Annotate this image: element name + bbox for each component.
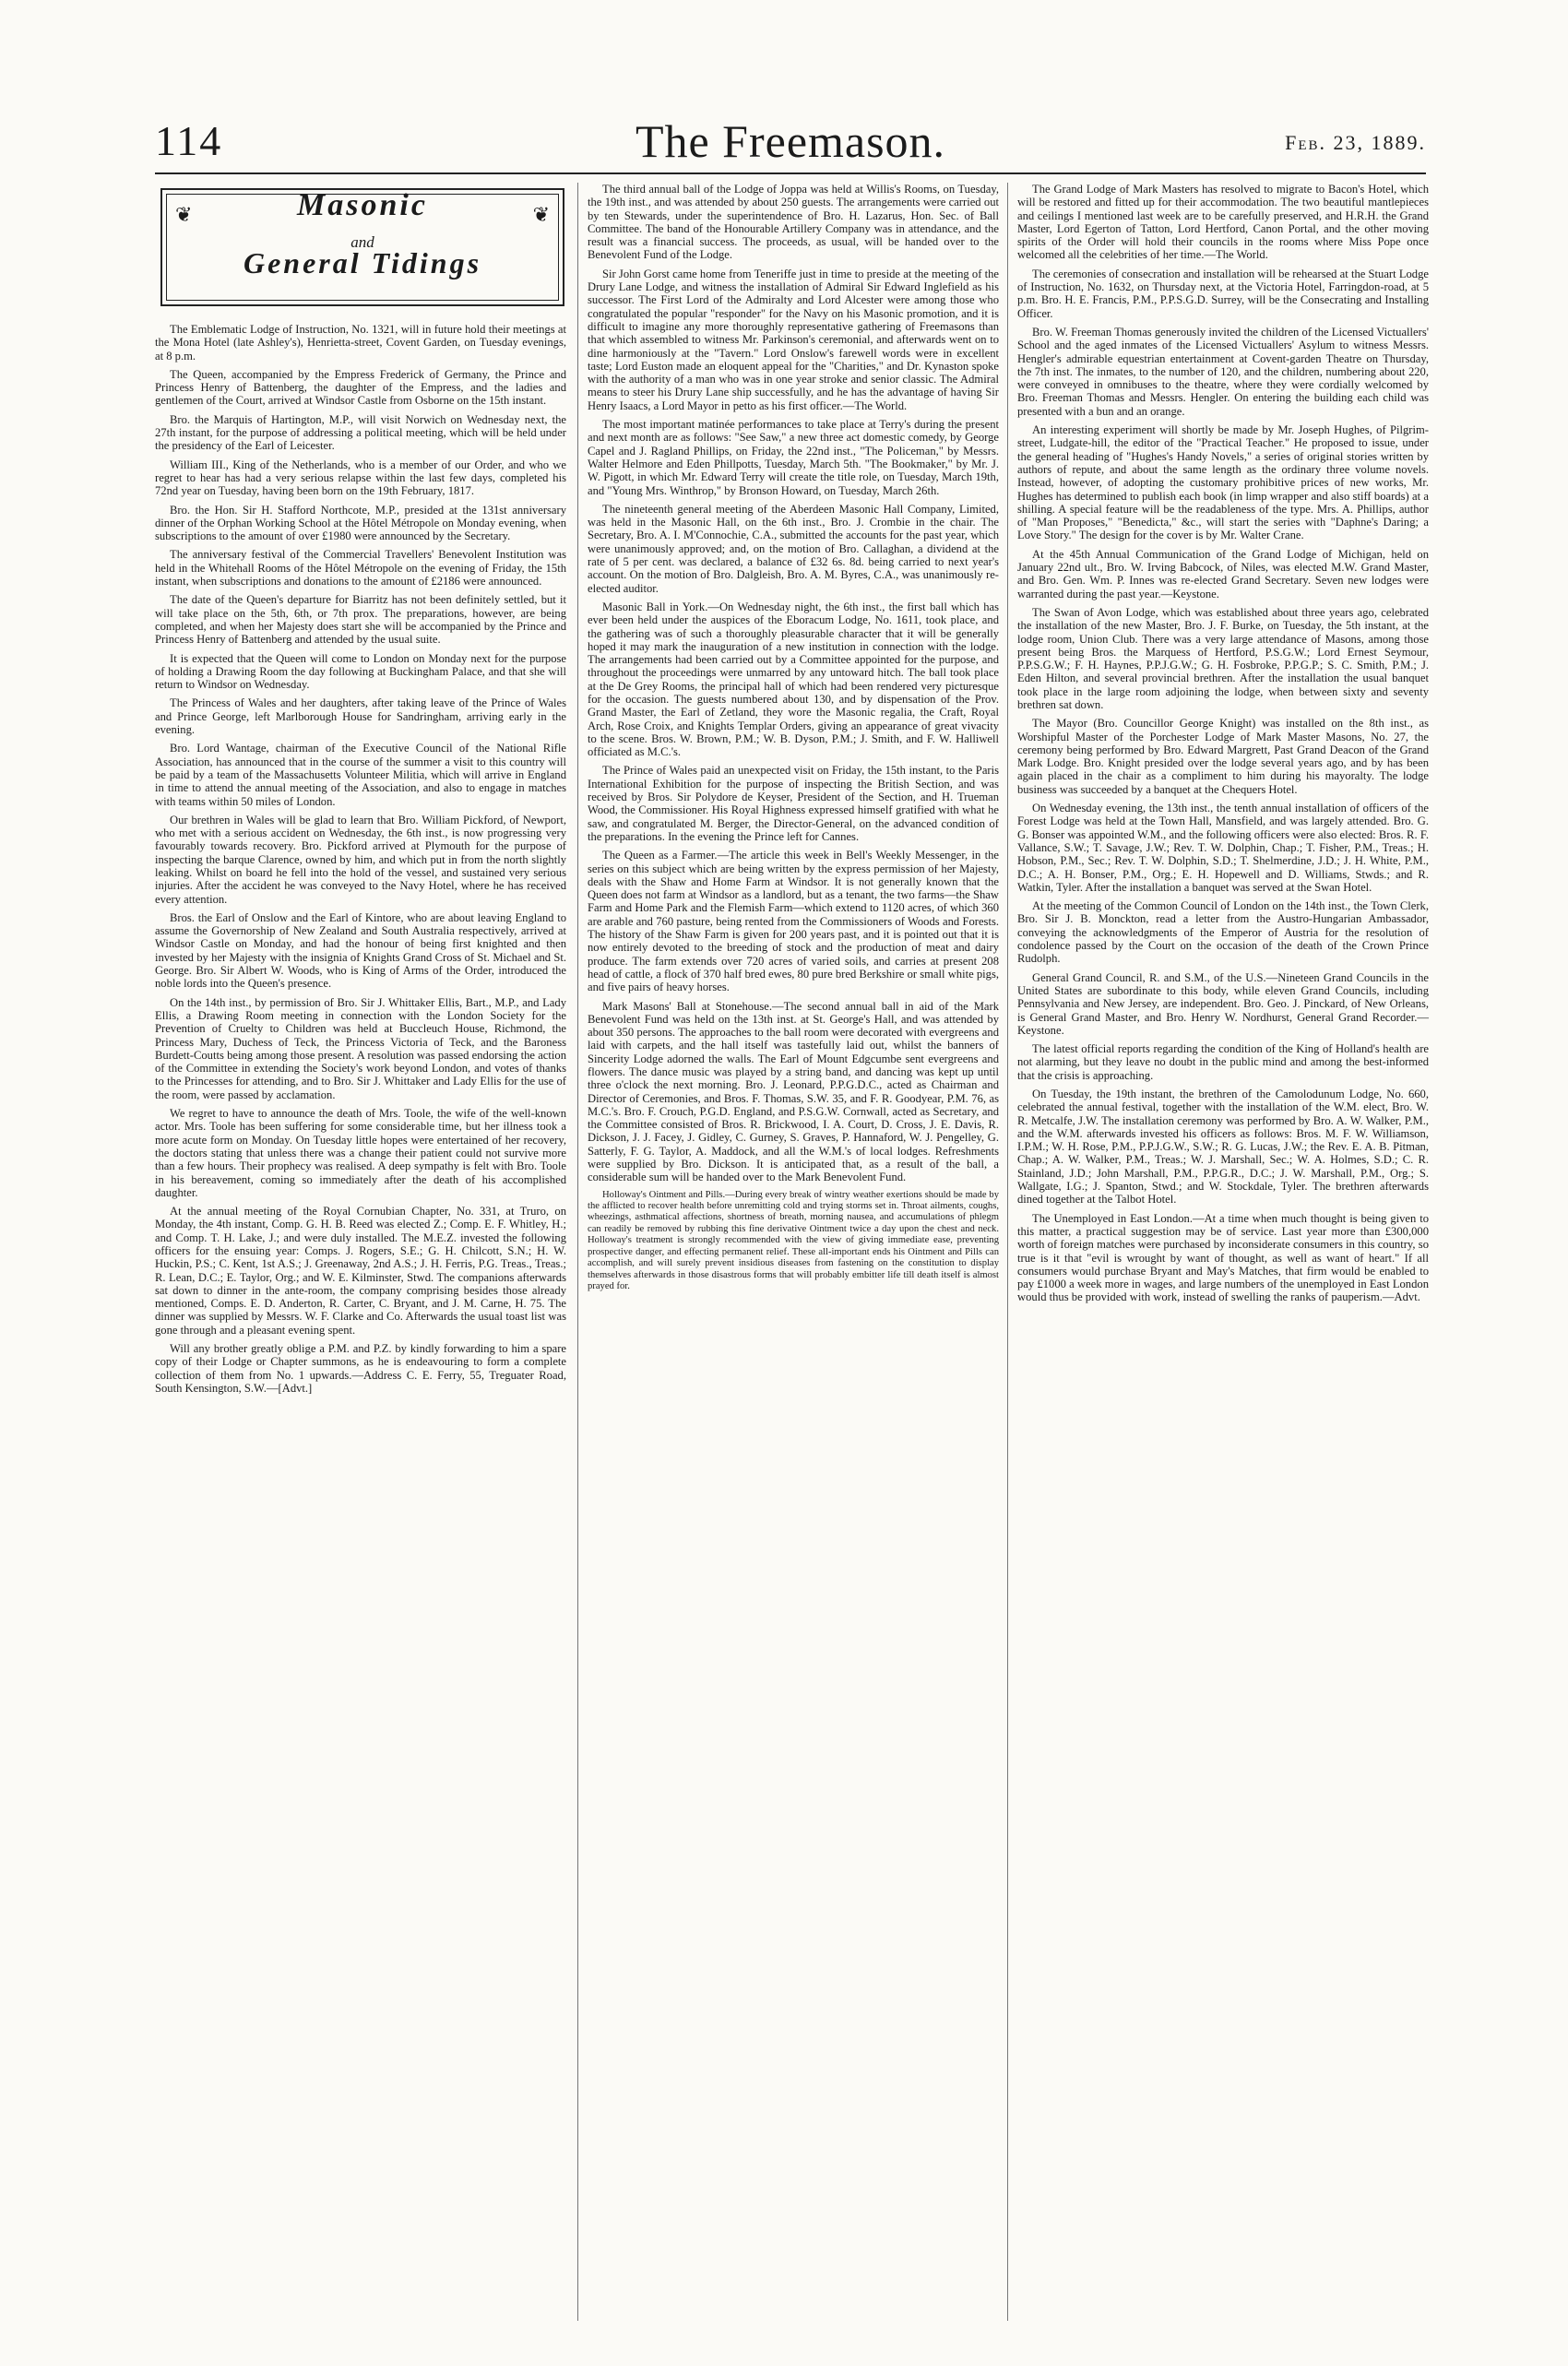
article-paragraph: Bros. the Earl of Onslow and the Earl of Kintore, who are about leaving England to assume the Governorship of New Zealand and South Australia respectively, arrived at Windsor Castle on Monday, and had the honour of being first knighted and then invested by her Majesty with the insignia of Knights Grand Cross of St. Michael and St. George. Bro. Sir Albert W. Woods, who is King of Arms of the Order, introduced the noble lords into the Queen's presence.: [155, 910, 566, 991]
article-paragraph: The Emblematic Lodge of Instruction, No. 1321, will in future hold their meetings at the Mona Hotel (late Ashley's), Henrietta-street, Covent Garden, on Tuesday evenings, at 8 p.m.: [155, 323, 566, 363]
article-paragraph: The Prince of Wales paid an unexpected visit on Friday, the 15th instant, to the Paris International Exhibition for the purpose of inspecting the British Section, and was received by Bros. Sir Polydore de Keyser, President of the Section, and H. Trueman Wood, the Commissioner. His Royal Highness expressed himself gratified with what he saw, and congratulated M. Berger, the Director-General, on the advanced condition of the preparations. In the evening the Prince left for Cannes.: [588, 764, 999, 843]
column-divider: [1007, 183, 1008, 2321]
article-paragraph: The third annual ball of the Lodge of Joppa was held at Willis's Rooms, on Tuesday, the 19th inst., and was attended by about 250 guests. The arrangements were carried out by ten Stewards, under the superintendence of Bro. H. Lazarus, Hon. Sec. of Ball Committee. The band of the Honourable Artillery Company was in attendance, and the result was a financial success. The proceeds, as usual, will be handed over to the Benevolent Fund of the Lodge.: [588, 183, 999, 262]
article-paragraph: It is expected that the Queen will come to London on Monday next for the purpose of holding a Drawing Room the day following at Buckingham Palace, and that she will return to Windsor on Wednesday.: [155, 651, 566, 692]
article-paragraph: The date of the Queen's departure for Biarritz has not been definitely settled, but it will take place on the 5th, 6th, or 7th prox. The preparations, however, are being completed, and when her Majesty does start she will be accompanied by the Prince and Princess Henry of Battenberg and attended by the usual suite.: [155, 593, 566, 647]
ornament-icon: ❦: [532, 203, 550, 226]
header-rule: [155, 172, 1426, 174]
column-3: [1017, 183, 1429, 1310]
article-paragraph: The Queen, accompanied by the Empress Frederick of Germany, the Prince and Princess Henry of Battenberg, the daughter of the Empress, and the ladies and gentlemen of the Court, arrived at Windsor Castle from Osborne on the 15th instant.: [155, 367, 566, 408]
article-paragraph: Bro. the Marquis of Hartington, M.P., will visit Norwich on Wednesday next, the 27th instant, for the purpose of addressing a political meeting, which will be held under the presidency of the Earl of Leicester.: [155, 412, 566, 453]
page-number: 114: [155, 117, 223, 164]
column-2: [588, 183, 999, 1298]
article-paragraph: Our brethren in Wales will be glad to learn that Bro. William Pickford, of Newport, who met with a serious accident on Wednesday, the 6th inst., is now progressing very favourably towards recovery. Bro. Pickford arrived at Plymouth for the purpose of inspecting the barque Clarence, owned by him, and which put in from the north slightly leaking. Whilst on board he fell into the hold of the vessel, and sustained very serious injuries. After the accident he was conveyed to the Navy Hotel, where he has received every attention.: [155, 813, 566, 906]
article-paragraph: The Mayor (Bro. Councillor George Knight) was installed on the 8th inst., as Worshipful Master of the Porchester Lodge of Mark Master Masons, No. 27, the ceremony being performed by Bro. Edward Margrett, Past Grand Deacon of the Grand Mark Lodge. Bro. Knight presided over the lodge several years ago, and by has been again placed in the chair as a compliment to him during his mayoralty. The lodge business was succeeded by a banquet at the Chequers Hotel.: [1017, 717, 1429, 796]
article-paragraph: An interesting experiment will shortly be made by Mr. Joseph Hughes, of Pilgrim-street, Ludgate-hill, the editor of the "Practical Teacher." He proposed to issue, under the general heading of "Hughes's Handy Novels," a series of original stories written by authors of repute, and about the same length as the ordinary three volume novels. Instead, however, of adopting the customary prohibitive prices of new works, Mr. Hughes has determined to publish each book (in limp wrapper and also stiff boards) at a shilling. A special feature will be the readableness of the type. Mrs. A. Phillips, author of "Man Proposes," "Benedicta," &c., will start the series with "Daphne's Daring; a Love Story." The design for the cover is by Mr. Walter Crane.: [1017, 423, 1429, 542]
article-paragraph: On Wednesday evening, the 13th inst., the tenth annual installation of officers of the Forest Lodge was held at the Town Hall, Mansfield, and was largely attended. Bro. G. G. Bonser was appointed W.M., and the following officers were also elected: Bros. R. F. Vallance, S.W.; T. Savage, J.W.; Rev. T. W. Dolphin, Chap.; T. Fisher, P.M., Treas.; H. Hobson, P.M., Sec.; Rev. T. W. Dolphin, S.D.; T. Shelmerdine, J.D.; J. H. White, P.M., D.C.; A. H. Bonser, P.M., Org.; E. H. Hopewell and D. Williams, Stwds.; and R. Watkin, Tyler. After the installation a banquet was served at the Swan Hotel.: [1017, 802, 1429, 894]
article-paragraph: On the 14th inst., by permission of Bro. Sir J. Whittaker Ellis, Bart., M.P., and Lady Ellis, a Drawing Room meeting in connection with the London Society for the Prevention of Cruelty to Children was held at Buccleuch House, Richmond, the Princess Mary, Duchess of Teck, the Princess Victoria of Teck, and the Baroness Burdett-Coutts being among those present. A resolution was passed endorsing the action of the Committee in extending the Society's work beyond London, and votes of thanks to the Princesses for attending, and to Bro. Sir J. Whittaker and Lady Ellis for the use of the room, were passed by acclamation.: [155, 995, 566, 1101]
article-paragraph: The Unemployed in East London.—At a time when much thought is being given to this matter, a practical suggestion may be of service. Last year more than £300,000 worth of foreign matches were purchased by inconsiderate consumers in this country, so true is it that "evil is wrought by want of thought, as well as want of heart." If all consumers would purchase Bryant and May's Matches, that firm would be enabled to pay £1000 a week more in wages, and large numbers of the unemployed in East London would thus be provided with work, instead of swelling the ranks of pauperism.—Advt.: [1017, 1211, 1429, 1304]
ornament-icon: ❦: [175, 203, 193, 226]
article-paragraph: At the annual meeting of the Royal Cornubian Chapter, No. 331, at Truro, on Monday, the 4th instant, Comp. G. H. B. Reed was elected Z.; Comp. E. F. Whitley, H.; and Comp. T. H. Lake, J.; and were duly installed. The M.E.Z. invested the following officers for the ensuing year: Comps. J. Rogers, S.E.; G. H. Chilcott, S.N.; H. W. Huckin, P.S.; C. Kent, 1st A.S.; J. Greenaway, 2nd A.S.; J. H. Ferris, P.G. Treas., Treas.; R. Lean, D.C.; E. Taylor, Org.; and W. E. Kilminster, Stwd. The companions afterwards sat down to dinner in the ante-room, the company comprising besides those already mentioned, Comps. E. D. Anderton, R. Carter, C. Bryant, and J. M. Carne, H. 75. The dinner was supplied by Messrs. W. F. Clarke and Co. Afterwards the usual toast list was gone through and a pleasant evening spent.: [155, 1205, 566, 1337]
article-paragraph: The Princess of Wales and her daughters, after taking leave of the Prince of Wales and Prince George, left Marlborough House for Sandringham, arriving early in the evening.: [155, 696, 566, 737]
article-paragraph: Holloway's Ointment and Pills.—During every break of wintry weather exertions should be made by the afflicted to recover health before unremitting cold and trying storms set in. Throat ailments, coughs, wheezings, asthmatical affections, shortness of breath, morning nausea, and accumulations of phlegm can readily be removed by rubbing this fine derivative Ointment twice a day upon the chest and neck. Holloway's treatment is strongly recommended with the view of giving immediate ease, preventing prospective danger, and effecting permanent relief. These all-important ends his Ointment and Pills can accomplish, and will surely prevent insidious diseases from fastening on the constitution to display themselves afterwards in those disastrous forms that will probably embitter life till death itself is almost prayed for.: [588, 1189, 999, 1291]
article-paragraph: The Swan of Avon Lodge, which was established about three years ago, celebrated the installation of the new Master, Bro. J. F. Burke, on Tuesday, the 5th instant, at the lodge room, Union Club. There was a very large attendance of Masons, among those present being Bros. the Marquess of Hertford, P.S.G.W.; Lord Ernest Seymour, P.P.S.G.W.; F. H. Haynes, P.P.J.G.W.; G. H. Fosbroke, P.P.G.P.; S. C. Smith, P.M.; J. Eden Hilton, and several provincial brethren. After the installation the usual banquet took place in the large room adjoining the lodge, when between sixty and seventy brethren sat down.: [1017, 605, 1429, 711]
issue-date: Feb. 23, 1889.: [1285, 131, 1426, 154]
page-header: [155, 114, 1426, 168]
article-paragraph: Sir John Gorst came home from Teneriffe just in time to preside at the meeting of the Drury Lane Lodge, and witness the installation of Admiral Sir Edward Inglefield as his successor. The First Lord of the Admiralty and Lord Alcester were among those who congratulated the popular "responder" for the Navy on his Masonic promotion, and it is difficult to imagine any more thoroughly representative gathering of Freemasons than that which assembled to witness Mr. Parkinson's ceremonial, and afterwards went on to dine harmoniously at the "Tavern." Lord Onslow's farewell words were in excellent taste; Lord Euston made an eloquent appeal for the "Charities," and Dr. Kynaston spoke with the authority of a man who was in one year stroke and senior classic. The Admiral means to steer his Drury Lane ship successfully, and he has the advantage of having Sir Henry Isaacs, a Lord Mayor in petto as his first officer.—The World.: [588, 267, 999, 412]
masthead-line-3: General Tidings: [243, 246, 482, 279]
article-paragraph: Masonic Ball in York.—On Wednesday night, the 6th inst., the first ball which has ever been held under the auspices of the Eboracum Lodge, No. 1611, took place, and the gathering was of such a thoroughly pleasurable character that it will be generally hoped it may mark the inauguration of a new institution in connection with the lodge. The arrangements had been carried out by a Committee appointed for the purpose, and throughout the proceedings were unmarred by any untoward hitch. The ball took place at the De Grey Rooms, the principal hall of which had been rendered very picturesque for the occasion. The guests numbered about 130, and by dispensation of the Prov. Grand Master, the Earl of Zetland, they wore the Masonic regalia, the Craft, Royal Arch, Rose Croix, and Knights Templar Orders, giving an appearance of great vivacity to the scene. Bros. W. Brown, P.M.; W. B. Dyson, P.M.; J. Smith, and F. W. Halliwell officiated as M.C.'s.: [588, 600, 999, 759]
section-masthead: [160, 188, 564, 306]
article-paragraph: Bro. Lord Wantage, chairman of the Executive Council of the National Rifle Association, has announced that in the course of the summer a visit to this country will be paid by a team of the Massachusetts Volunteer Militia, which will arrive in England in time to attend the annual meeting of the Association, and also to engage in matches with teams within 50 miles of London.: [155, 742, 566, 808]
article-paragraph: General Grand Council, R. and S.M., of the U.S.—Nineteen Grand Councils in the United States are subordinate to this body, while eleven Grand Councils, including Pennsylvania and New Jersey, are independent. Bro. Geo. J. Pinckard, of New Orleans, is General Grand Master, and Bro. Henry W. Nordhurst, General Grand Recorder.—Keystone.: [1017, 970, 1429, 1037]
article-paragraph: Bro. W. Freeman Thomas generously invited the children of the Licensed Victuallers' School and the aged inmates of the Licensed Victuallers' Asylum to witness Messrs. Hengler's admirable equestrian entertainment at Covent-garden Theatre on Thursday, the 7th inst. The inmates, to the number of 120, and the children, numbering about 220, were conveyed in omnibuses to the theatre, where they were cordially welcomed by Bro. Freeman Thomas and Messrs. Hengler. On entering the building each child was presented with a bun and an orange.: [1017, 325, 1429, 418]
article-paragraph: The most important matinée performances to take place at Terry's during the present and next month are as follows: "See Saw," a new three act domestic comedy, by George Capel and J. Ragland Phillips, on Friday, the 22nd inst., "The Policeman," by Messrs. Walter Helmore and Eden Phillpotts, Tuesday, March 5th. "The Bookmaker," by Mr. J. W. Pigott, in which Mr. Edward Terry will create the title role, on Tuesday, March 19th, and "Young Mrs. Winthrop," by Bronson Howard, on Tuesday, March 26th.: [588, 418, 999, 497]
article-paragraph: At the 45th Annual Communication of the Grand Lodge of Michigan, held on January 22nd ult., Bro. W. Irving Babcock, of Niles, was elected M.W. Grand Master, and Bro. Gen. Wm. P. Innes was re-elected Grand Secretary. Seven new lodges were warranted during the past year.—Keystone.: [1017, 547, 1429, 600]
column-1: [155, 183, 566, 1400]
article-paragraph: William III., King of the Netherlands, who is a member of our Order, and who we regret to hear has had a very serious relapse within the last few days, completed his 72nd year on Tuesday, having been born on the 19th February, 1817.: [155, 458, 566, 498]
article-paragraph: On Tuesday, the 19th instant, the brethren of the Camolodunum Lodge, No. 660, celebrated the annual festival, together with the installation of the W.M. elect, Bro. W. R. Metcalfe, J.W. The installation ceremony was performed by Bro. A. W. Walker, P.M., and the W.M. afterwards invested his officers as follows: Bros. M. F. W. Williamson, I.P.M.; W. H. Rose, P.M., P.P.J.G.W., S.W.; R. G. Lucas, J.W.; the Rev. E. A. B. Pitman, Chap.; A. W. Walker, P.M., Treas.; W. J. Marshall, Sec.; W. A. Holmes, S.D.; C. R. Stainland, J.D.; John Marshall, P.M., P.P.G.R., D.C.; J. W. Marshall, P.M., Org.; S. Wallgate, I.G.; J. Spanton, Stwd.; and W. Stockdale, Tyler. The brethren afterwards dined together at the Talbot Hotel.: [1017, 1088, 1429, 1207]
article-paragraph: The Queen as a Farmer.—The article this week in Bell's Weekly Messenger, in the series on this subject which are being written by the express permission of her Majesty, deals with the Shaw and Home Farm at Windsor. It is not generally known that the Queen does not farm at Windsor as a landlord, but as a tenant, the two farms—the Shaw Farm and Home Park and the Flemish Farm—which extend to 1120 acres, of which 360 are arable and 760 pasture, being rented from the Commissioners of Woods and Forests. The history of the Shaw Farm is given for 200 years past, and it is pointed out that it is now entirely devoted to the breeding of stock and the production of meat and dairy produce. The farm extends over 720 acres of varied soils, and carries at present 208 head of cattle, a flock of 370 half bred ewes, 80 pure bred Berkshire or small white pigs, and five pairs of heavy horses.: [588, 849, 999, 994]
article-paragraph: Mark Masons' Ball at Stonehouse.—The second annual ball in aid of the Mark Benevolent Fund was held on the 13th inst. at St. George's Hall, and was attended by about 350 persons. The approaches to the ball room were decorated with evergreens and laid with carpets, and the hall itself was tastefully laid out, whilst the banners of Sincerity Lodge adorned the walls. The Earl of Mount Edgcumbe sent evergreens and flowers. The dance music was played by a string band, and dancing was kept up until three o'clock the next morning. Bro. J. Leonard, P.P.G.D.C., acted as Chairman and Director of Ceremonies, and Bros. F. Thomas, S.W. 35, and F. R. Goodyear, P.M. 76, as M.C.'s. Bro. F. Crouch, P.G.D. England, and P.S.G.W. Cornwall, acted as Secretary, and the Committee consisted of Bros. R. Brickwood, I. A. Court, D. Cross, J. E. Davis, R. Dickson, J. J. Facey, J. Gidley, C. Gurney, S. Graves, P. Hannaford, W. J. Pengelley, G. Satterly, F. G. Taylor, A. Maddock, and all the W.M.'s of local lodges. Refreshments were supplied by Bro. Dickson. It is anticipated that, as a result of the ball, a considerable sum will be handed over to the Mark Benevolent Fund.: [588, 999, 999, 1184]
article-paragraph: The anniversary festival of the Commercial Travellers' Benevolent Institution was held in the Whitehall Rooms of the Hôtel Métropole on the evening of Friday, the 15th instant, when subscriptions and donations to the amount of £2186 were announced.: [155, 548, 566, 589]
article-paragraph: The ceremonies of consecration and installation will be rehearsed at the Stuart Lodge of Instruction, No. 1632, on Thursday next, at the Victoria Hotel, Farringdon-road, at 5 p.m. Bro. H. E. Francis, P.M., P.P.S.G.D. Surrey, will be the Consecrating and Installing Officer.: [1017, 267, 1429, 320]
masthead-line-1: Masonic: [297, 188, 428, 222]
publication-title: The Freemason.: [635, 115, 946, 167]
article-paragraph: The latest official reports regarding the condition of the King of Holland's health are not alarming, but they leave no doubt in the public mind and among the best-informed that the crisis is approaching.: [1017, 1042, 1429, 1082]
column-divider: [577, 183, 578, 2321]
article-paragraph: The Grand Lodge of Mark Masters has resolved to migrate to Bacon's Hotel, which will be restored and fitted up for their accommodation. The two beautiful mantlepieces and ceilings I mentioned last week are to be carefully preserved, and H.R.H. the Grand Master, Lord Egerton of Tatton, Lord Hertford, Canon Portal, and the other moving spirits of the Order will hold their councils in the rooms where Miss Pope once welcomed all the celebrities of her time.—The World.: [1017, 183, 1429, 262]
article-paragraph: We regret to have to announce the death of Mrs. Toole, the wife of the well-known actor. Mrs. Toole has been suffering for some considerable time, but her illness took a more acute form on Monday. On Tuesday little hopes were entertained of her recovery, the doctors stating that unless there was a change their patient could not survive more than a few hours. Their prophecy was realised. A deep sympathy is felt with Bro. Toole in his bereavement, coming so immediately after the death of his accomplished daughter.: [155, 1107, 566, 1199]
masthead-line-2: and: [350, 233, 374, 251]
article-paragraph: The nineteenth general meeting of the Aberdeen Masonic Hall Company, Limited, was held in the Masonic Hall, on the 6th inst., Bro. J. Crombie in the chair. The Secretary, Bro. A. I. M'Connochie, C.A., submitted the accounts for the past year, which were unanimously approved; and, on the motion of Bro. Callaghan, a dividend at the rate of 5 per cent. was declared, a balance of £32 6s. 8d. being carried to next year's account. On the motion of Bro. Dalgleish, Bro. A. M. Byres, C.A., was unanimously re-elected auditor.: [588, 502, 999, 595]
article-paragraph: At the meeting of the Common Council of London on the 14th inst., the Town Clerk, Bro. Sir J. B. Monckton, read a letter from the Austro-Hungarian Ambassador, conveying the acknowledgments of the Emperor of Austria for the resolution of condolence passed by the Court on the occasion of the death of the Crown Prince Rudolph.: [1017, 899, 1429, 966]
article-paragraph: Will any brother greatly oblige a P.M. and P.Z. by kindly forwarding to him a spare copy of their Lodge or Chapter summons, as he is endeavouring to form a complete collection of them from No. 1 upwards.—Address C. E. Ferry, 55, Treguater Road, South Kensington, S.W.—[Advt.]: [155, 1342, 566, 1395]
article-paragraph: Bro. the Hon. Sir H. Stafford Northcote, M.P., presided at the 131st anniversary dinner of the Orphan Working School at the Hôtel Métropole on Monday evening, when subscriptions to the amount of over £1980 were announced by the Secretary.: [155, 503, 566, 543]
